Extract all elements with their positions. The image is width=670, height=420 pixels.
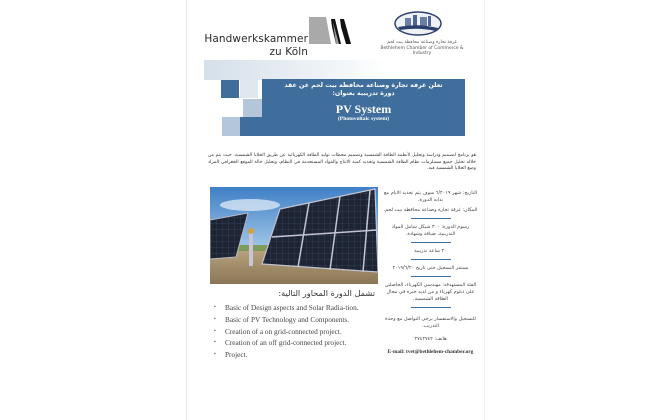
decorative-band <box>204 60 384 80</box>
hours-info: ٢٠ ساعة تدريبية <box>414 248 447 254</box>
hwk-wordmark <box>204 33 308 59</box>
decorative-square <box>221 80 239 98</box>
audience-info: الفئة المستهدفة: مهندسي الكهرباء، الحاصلين على دبلوم كهرباء و من لديه خبرة في مجال الطاقة الشمسية. <box>384 282 477 302</box>
decorative-square <box>240 117 262 136</box>
fees-info: رسوم الدورة: ٣٠٠ شيكل شامل المواد التدريبية، ضيافة وشهادة. <box>391 224 470 237</box>
title-banner <box>262 79 465 136</box>
place-info: المكان: غرفة تجارة وصناعة محافظة بيت لحم. <box>383 207 478 213</box>
bcci-name-english: Bethlehem Chamber of Commerce & Industry <box>380 46 464 56</box>
topic-item: ▪ Creation of an off grid-connected project. <box>212 339 377 347</box>
decorative-square <box>222 117 240 136</box>
decorative-square <box>243 99 262 117</box>
solar-panels-photo <box>210 187 378 284</box>
topics-list <box>212 304 377 363</box>
topics-heading: تشمل الدورة المحاور التالية: <box>278 288 375 298</box>
decorative-square <box>240 80 258 98</box>
topic-item: ▪ Creation of a on grid-connected project. <box>212 328 377 336</box>
divider <box>411 242 451 243</box>
contact-info: للتسجيل والاستفسار يرجى التواصل مع وحدة التدريب. <box>385 316 476 329</box>
phone-info: هاتف: ٢٧٤٢٧٤٢ <box>414 336 447 342</box>
date-info: التاريخ: شهر ٦/٢٠١٩ سوف يتم تحديد الايام مع بداية الدورة. <box>383 190 478 203</box>
divider <box>411 276 451 277</box>
deadline-info: يستمر التسجيل حتى تاريخ ٢٠١٩/٦/٢٠ <box>392 265 469 271</box>
hwk-name-line2: zu Köln <box>269 46 308 58</box>
announcement-line2: دورة تدريبية بعنوان: <box>332 90 395 97</box>
bcci-name-arabic: غرفة تجارة وصناعة محافظة بيت لحم <box>387 40 457 45</box>
divider <box>411 259 451 260</box>
divider <box>411 218 451 219</box>
topic-item: ▪ Project. <box>212 351 377 359</box>
course-title: PV System <box>335 102 392 116</box>
hwk-name-line1: Handwerkskammer <box>204 33 308 45</box>
bcci-seal-icon <box>393 11 443 36</box>
email-info: E-mail: tvet@bethlehem-chamber.org <box>387 349 474 355</box>
announcement-line1: تعلن غرفة تجارة وصناعة محافظة بيت لحم عن عقد <box>284 82 443 89</box>
intro-paragraph: هو برنامج لتصميم ودراسة وتحليل لأنظمة الطاقة الشمسية وتصميم محطات توليد الطاقة الكهربائية عن طريق الخلايا الشمسية. حيث يتم من خلاله تحليل جميع مستلزمات نظام الطاقة الشمسية وتحديد كمية الانتاج والمواد المستخدمة في النظام، وتحليل حالة الموقع الجغرافي المراد وضع الخلايا الشمسية فيه. <box>208 153 476 171</box>
course-subtitle: (Photovoltaic system) <box>337 116 390 122</box>
divider <box>411 307 451 308</box>
course-details <box>383 190 478 359</box>
hwk-logo-icon <box>309 17 354 44</box>
topic-item: ▪ Basic of PV Technology and Components. <box>212 316 377 324</box>
topic-item: ▪ Basic of Design aspects and Solar Radia-tion. <box>212 304 377 312</box>
